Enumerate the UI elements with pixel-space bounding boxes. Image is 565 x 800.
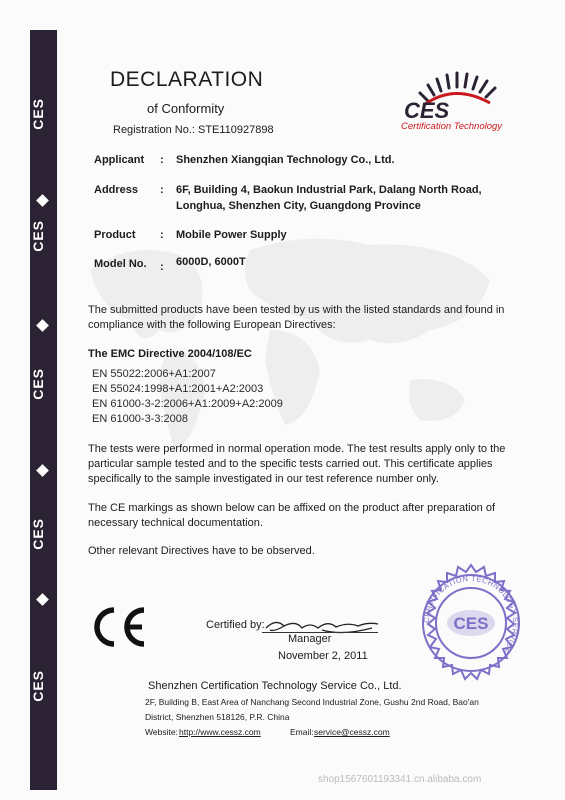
field-colon: :	[160, 154, 164, 166]
side-diamond-icon	[36, 593, 49, 606]
website-link[interactable]: http://www.cessz.com	[179, 727, 261, 737]
document-subtitle: of Conformity	[147, 101, 225, 116]
other-directives-note: Other relevant Directives have to be observed.	[88, 545, 315, 557]
side-ces-label: CES	[30, 98, 46, 130]
seal-ring-text: CERTIFICATION TECHNOLOGY SERVICE	[421, 573, 521, 656]
field-colon: :	[160, 229, 164, 241]
issuer-address-line-1: 2F, Building B, East Area of Nanchang Second Industrial Zone, Gushu 2nd Road, Bao'an	[145, 697, 479, 707]
product-label: Product	[94, 229, 136, 241]
ces-seal-stamp	[410, 562, 532, 684]
side-ces-label: CES	[30, 220, 46, 252]
issuer-address-line-2: District, Shenzhen 518126, P.R. China	[145, 712, 290, 722]
ce-marking-paragraph: The CE markings as shown below can be affixed on the product after preparation of necessary technical documentation.	[88, 502, 496, 529]
seal-center-text: CES	[453, 614, 489, 633]
registration-number: Registration No.: STE110927898	[113, 124, 274, 136]
intro-paragraph: The submitted products have been tested by us with the listed standards and found in compliance with the following European Directives:	[88, 304, 505, 331]
side-diamond-icon	[36, 194, 49, 207]
bottom-watermark: shop1567601193341.cn.alibaba.com	[318, 774, 482, 785]
side-diamond-icon	[36, 464, 49, 477]
field-colon: :	[160, 261, 164, 273]
document-title: DECLARATION	[110, 68, 264, 91]
side-ces-label: CES	[30, 670, 46, 702]
tests-paragraph: The tests were performed in normal operation mode. The test results apply only to the particular sample tested and to the specific tests carried out. This certificate applies specifically to the sample investigated in our test reference number only.	[88, 443, 506, 485]
model-label: Model No.	[94, 258, 147, 270]
ce-mark	[86, 604, 150, 650]
standard-item: EN 55024:1998+A1:2001+A2:2003	[92, 383, 264, 395]
ces-logo	[398, 55, 538, 135]
standard-item: EN 55022:2006+A1:2007	[92, 368, 216, 380]
side-ces-label: CES	[30, 368, 46, 400]
world-map-watermark	[70, 200, 510, 470]
email-label: Email:	[290, 727, 314, 737]
product-value: Mobile Power Supply	[176, 229, 287, 241]
side-diamond-icon	[36, 319, 49, 332]
field-colon: :	[160, 184, 164, 196]
signatory-role: Manager	[288, 633, 332, 645]
certified-by-label: Certified by:	[206, 619, 265, 631]
applicant-label: Applicant	[94, 154, 145, 166]
logo-letters: CES	[404, 98, 450, 123]
website-label: Website:	[145, 727, 178, 737]
signature-date: November 2, 2011	[278, 650, 368, 662]
issuer-company: Shenzhen Certification Technology Service Co., Ltd.	[148, 680, 402, 692]
side-band	[30, 30, 57, 790]
applicant-value: Shenzhen Xiangqian Technology Co., Ltd.	[176, 154, 395, 166]
model-value: 6000D, 6000T	[176, 256, 246, 268]
standard-item: EN 61000-3-2:2006+A1:2009+A2:2009	[92, 398, 283, 410]
email-link[interactable]: service@cessz.com	[314, 727, 390, 737]
side-ces-label: CES	[30, 518, 46, 550]
address-line-2: Longhua, Shenzhen City, Guangdong Province	[176, 200, 421, 212]
directive-heading: The EMC Directive 2004/108/EC	[88, 348, 252, 360]
address-line-1: 6F, Building 4, Baokun Industrial Park, Dalang North Road,	[176, 184, 482, 196]
address-label: Address	[94, 184, 139, 196]
standard-item: EN 61000-3-3:2008	[92, 413, 189, 425]
logo-subtitle: Certification Technology	[401, 121, 503, 132]
